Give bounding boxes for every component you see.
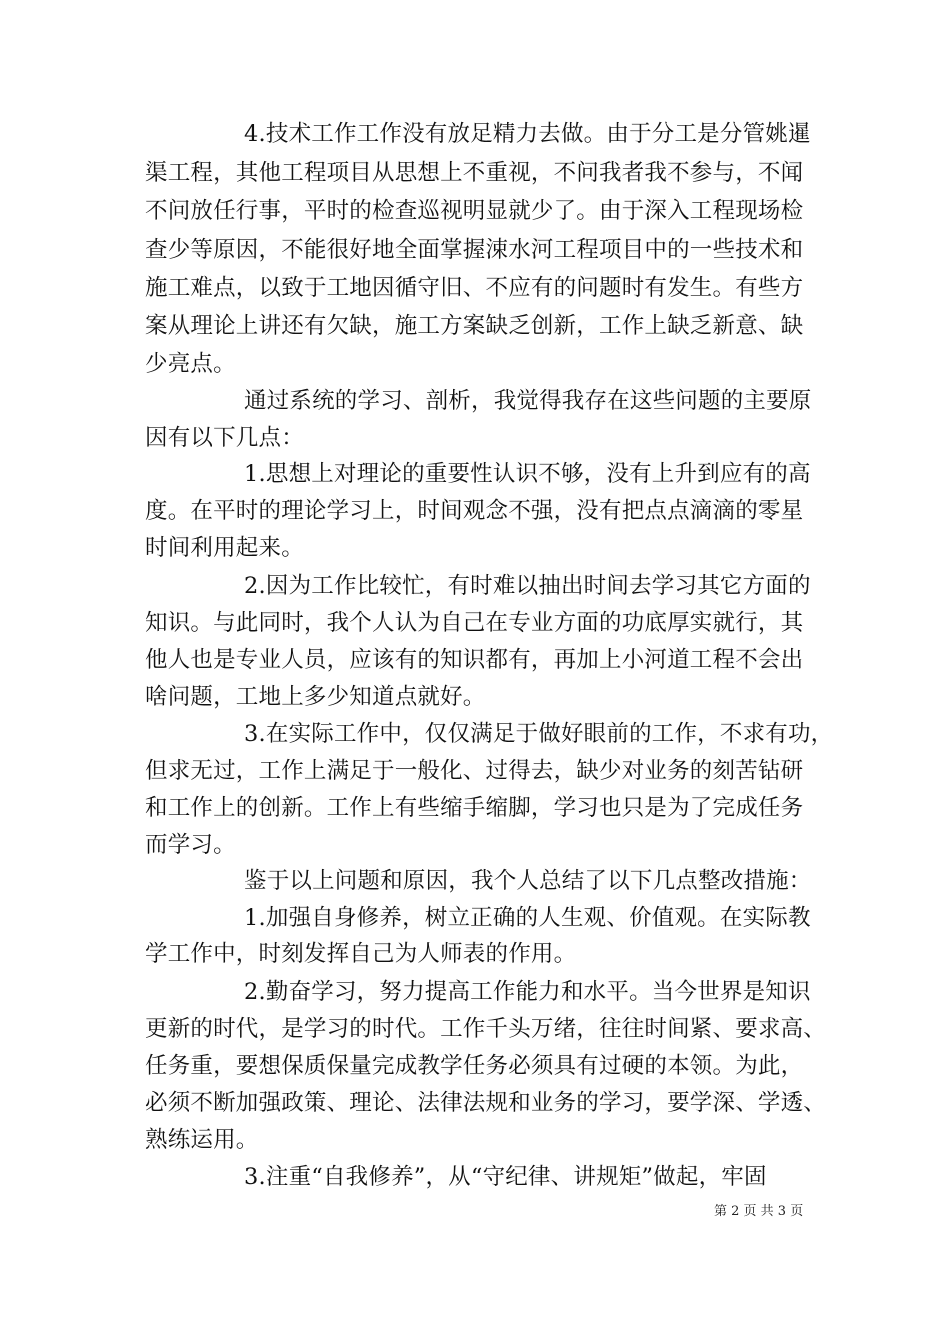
text-line: 不问放任行事，平时的检查巡视明显就少了。由于深入工程现场检: [145, 198, 804, 224]
text-line: 4.技术工作工作没有放足精力去做。由于分工是分管姚暹: [244, 121, 811, 147]
text-line: 2.因为工作比较忙，有时难以抽出时间去学习其它方面的: [244, 573, 811, 599]
text-line: 少亮点。: [145, 351, 236, 377]
text-line: 知识。与此同时，我个人认为自己在专业方面的功底厚实就行，其: [145, 610, 804, 636]
page-number-footer: 第 2 页 共 3 页: [714, 1204, 804, 1219]
text-line: 通过系统的学习、剖析，我觉得我存在这些问题的主要原: [244, 388, 812, 414]
text-line: 必须不断加强政策、理论、法律法规和业务的学习，要学深、学透、: [145, 1090, 827, 1116]
text-line: 因有以下几点：: [145, 425, 304, 451]
text-line: 查少等原因，不能很好地全面掌握涑水河工程项目中的一些技术和: [145, 237, 804, 263]
text-line: 度。在平时的理论学习上，时间观念不强，没有把点点滴滴的零星: [145, 498, 804, 524]
text-line: 3.注重“自我修养”，从“守纪律、讲规矩”做起，牢固: [244, 1164, 767, 1190]
text-line: 渠工程，其他工程项目从思想上不重视，不问我者我不参与，不闻: [145, 160, 804, 186]
text-line: 2.勤奋学习，努力提高工作能力和水平。当今世界是知识: [244, 979, 811, 1005]
text-line: 学工作中，时刻发挥自己为人师表的作用。: [145, 941, 577, 967]
text-line: 施工难点，以致于工地因循守旧、不应有的问题时有发生。有些方: [145, 275, 804, 301]
text-line: 案从理论上讲还有欠缺，施工方案缺乏创新，工作上缺乏新意、缺: [145, 313, 804, 339]
text-line: 时间利用起来。: [145, 535, 304, 561]
text-line: 更新的时代，是学习的时代。工作千头万绪，往往时间紧、要求高、: [145, 1016, 827, 1042]
text-line: 啥问题，工地上多少知道点就好。: [145, 684, 486, 710]
text-line: 3.在实际工作中，仅仅满足于做好眼前的工作，不求有功，: [244, 721, 834, 747]
text-line: 和工作上的创新。工作上有些缩手缩脚，学习也只是为了完成任务: [145, 795, 804, 821]
text-line: 任务重，要想保质保量完成教学任务必须具有过硬的本领。为此，: [145, 1053, 804, 1079]
text-line: 而学习。: [145, 832, 236, 858]
text-line: 但求无过，工作上满足于一般化、过得去，缺少对业务的刻苦钻研: [145, 758, 804, 784]
text-line: 1.思想上对理论的重要性认识不够，没有上升到应有的高: [244, 461, 811, 487]
text-line: 他人也是专业人员，应该有的知识都有，再加上小河道工程不会出: [145, 647, 804, 673]
text-line: 1.加强自身修养，树立正确的人生观、价值观。在实际教: [244, 905, 811, 931]
text-line: 熟练运用。: [145, 1127, 259, 1153]
text-line: 鉴于以上问题和原因，我个人总结了以下几点整改措施：: [244, 868, 812, 894]
